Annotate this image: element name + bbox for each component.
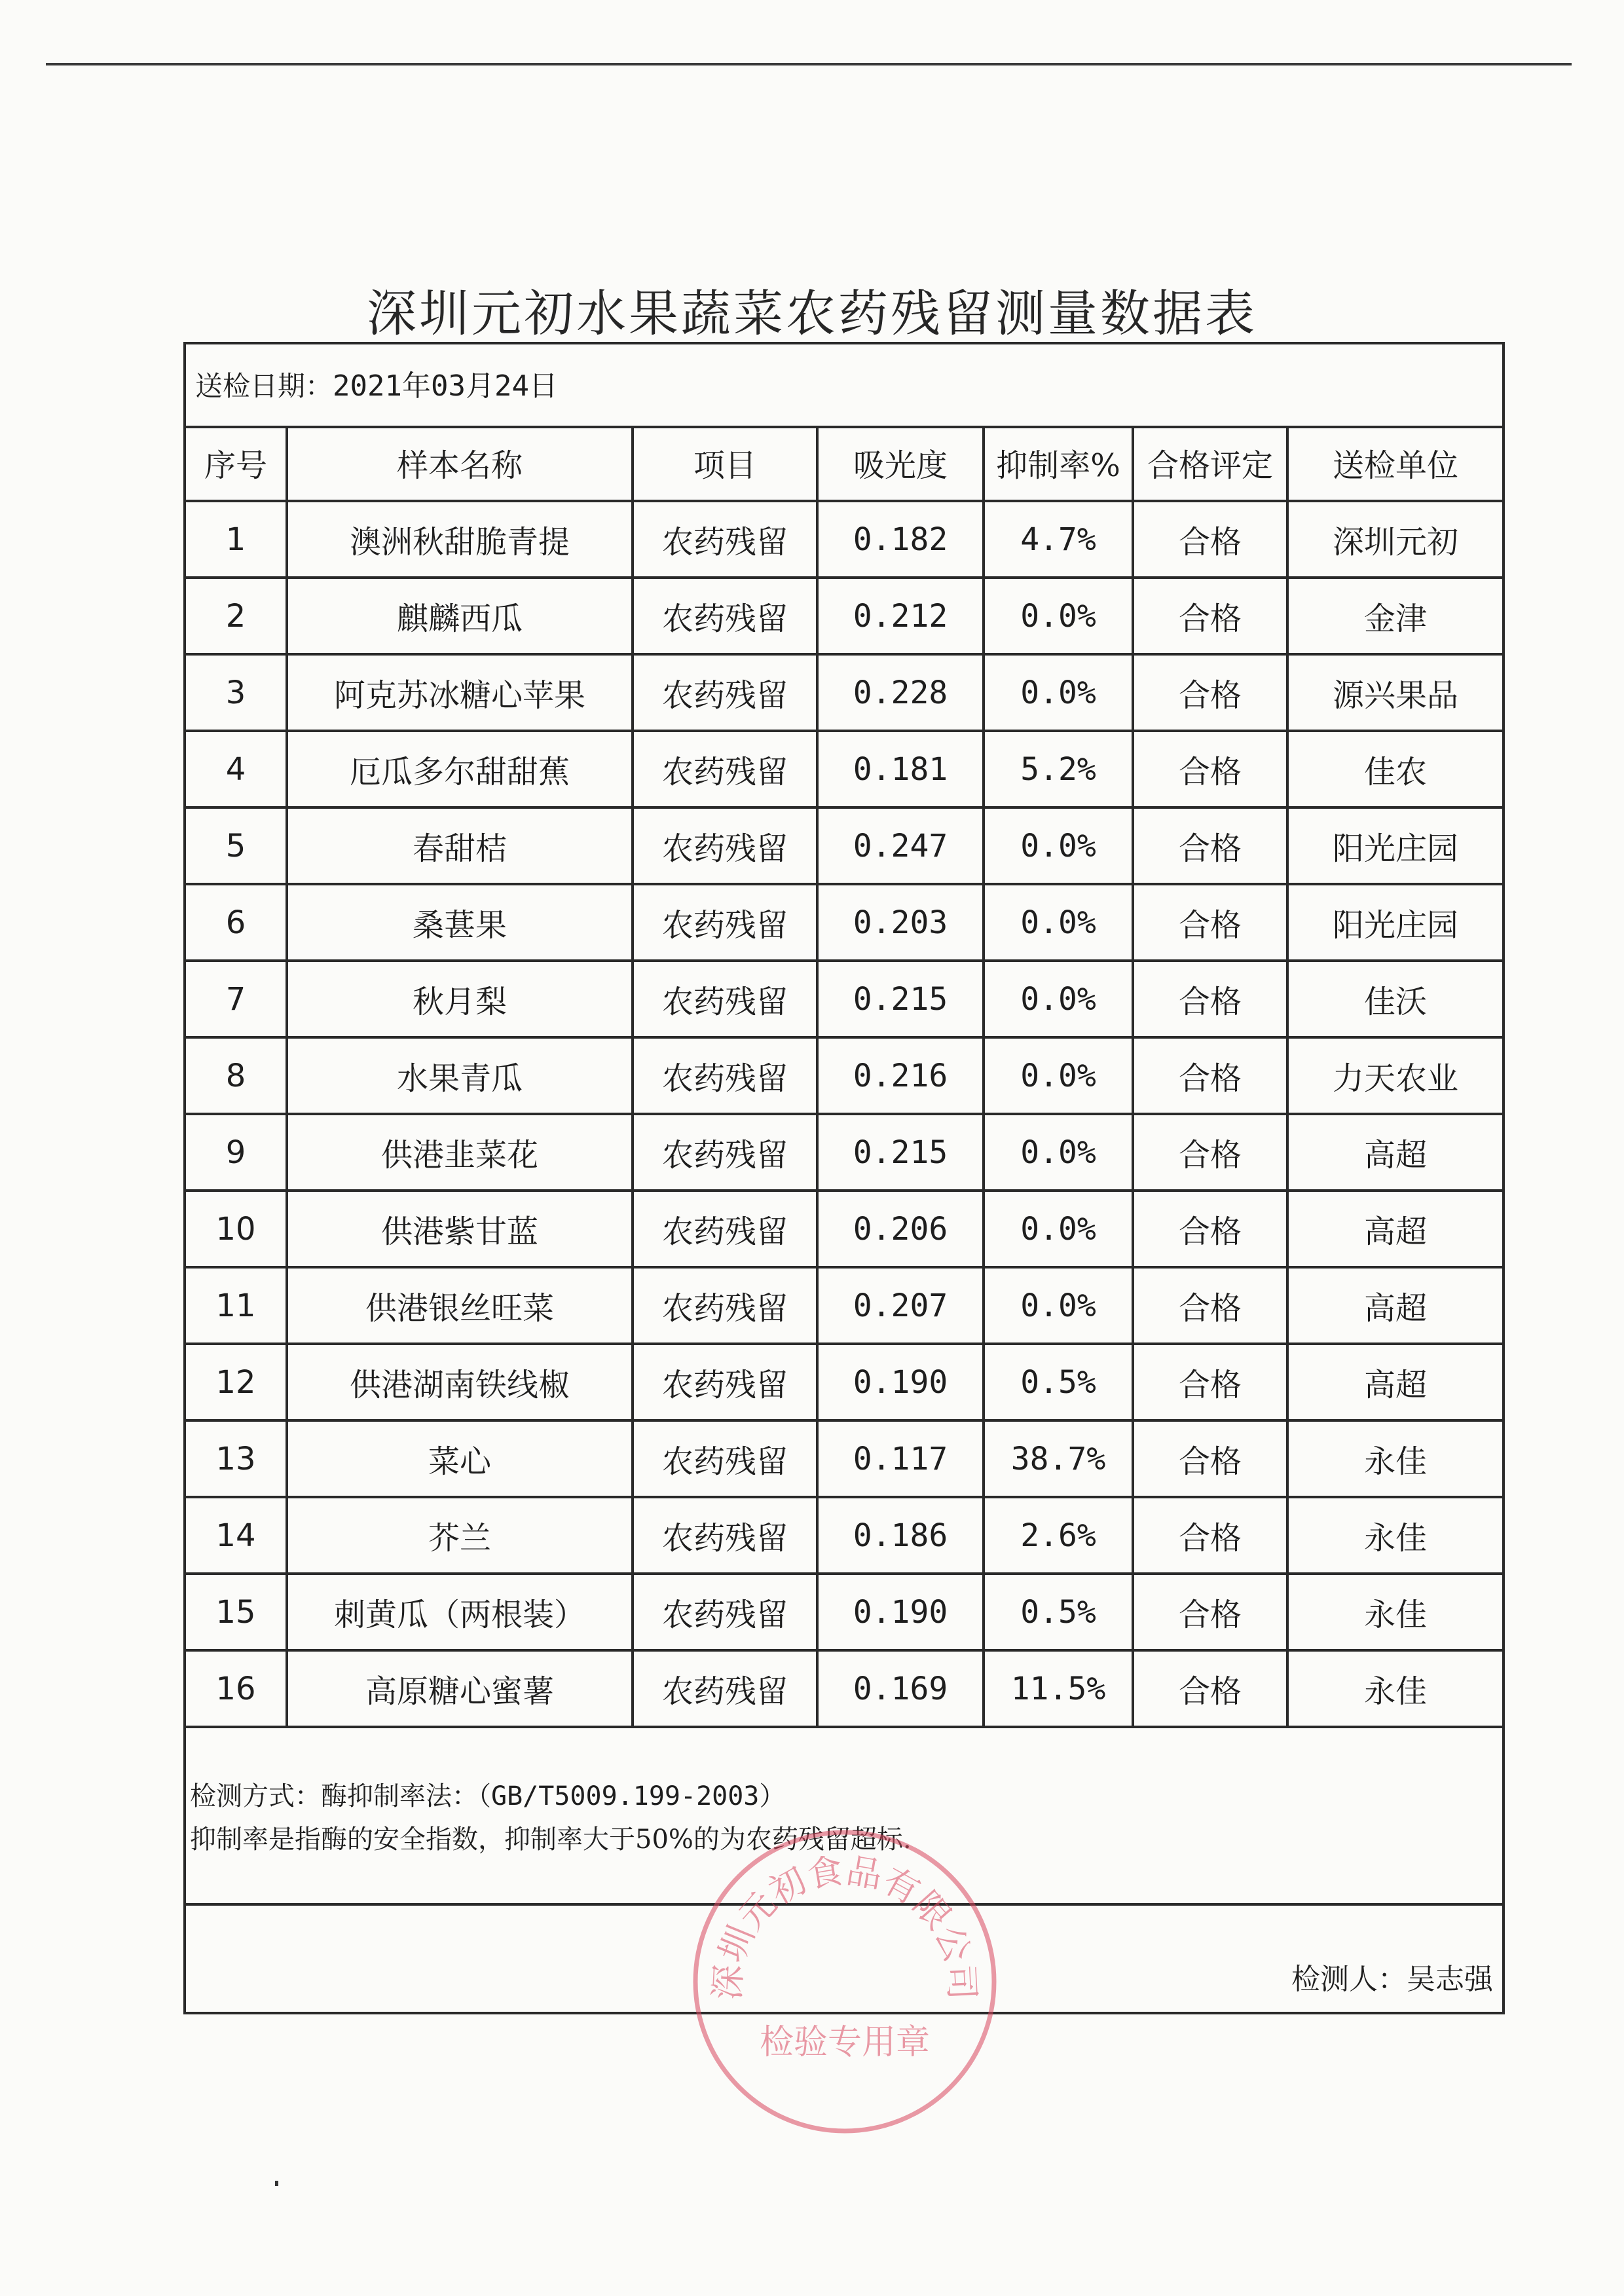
cell-sample: 春甜桔: [287, 807, 633, 884]
table-row: [186, 654, 1502, 731]
submission-date-row: [186, 344, 1502, 428]
table-row: [186, 578, 1502, 654]
cell-absorbance: 0.203: [817, 884, 984, 961]
cell-inhibition: 0.0%: [984, 578, 1133, 654]
cell-item: 农药残留: [633, 501, 817, 578]
cell-result: 合格: [1133, 961, 1287, 1037]
cell-sample: 供港湖南铁线椒: [287, 1344, 633, 1420]
cell-index: 13: [186, 1420, 287, 1497]
cell-item: 农药残留: [633, 1114, 817, 1191]
data-sheet: [183, 342, 1505, 2014]
cell-result: 合格: [1133, 807, 1287, 884]
header-item: 项目: [633, 426, 817, 501]
cell-item: 农药残留: [633, 1420, 817, 1497]
cell-sample: 供港紫甘蓝: [287, 1191, 633, 1267]
cell-index: 8: [186, 1037, 287, 1114]
cell-sample: 桑葚果: [287, 884, 633, 961]
cell-absorbance: 0.190: [817, 1344, 984, 1420]
top-rule: [46, 63, 1572, 65]
cell-result: 合格: [1133, 1650, 1287, 1727]
cell-absorbance: 0.190: [817, 1574, 984, 1650]
cell-absorbance: 0.207: [817, 1267, 984, 1344]
cell-unit: 阳光庄园: [1287, 807, 1502, 884]
cell-index: 11: [186, 1267, 287, 1344]
cell-index: 10: [186, 1191, 287, 1267]
cell-result: 合格: [1133, 884, 1287, 961]
cell-unit: 高超: [1287, 1344, 1502, 1420]
cell-inhibition: 0.0%: [984, 1114, 1133, 1191]
table-row: [186, 807, 1502, 884]
cell-result: 合格: [1133, 1574, 1287, 1650]
cell-unit: 力天农业: [1287, 1037, 1502, 1114]
cell-unit: 佳沃: [1287, 961, 1502, 1037]
cell-unit: 深圳元初: [1287, 501, 1502, 578]
cell-unit: 源兴果品: [1287, 654, 1502, 731]
table-body: [186, 501, 1502, 1727]
header-inhibition: 抑制率%: [984, 426, 1133, 501]
cell-unit: 永佳: [1287, 1650, 1502, 1727]
cell-index: 2: [186, 578, 287, 654]
cell-index: 6: [186, 884, 287, 961]
cell-unit: 高超: [1287, 1114, 1502, 1191]
cell-inhibition: 0.0%: [984, 884, 1133, 961]
cell-absorbance: 0.247: [817, 807, 984, 884]
cell-sample: 阿克苏冰糖心苹果: [287, 654, 633, 731]
cell-item: 农药残留: [633, 654, 817, 731]
cell-sample: 菜心: [287, 1420, 633, 1497]
cell-item: 农药残留: [633, 884, 817, 961]
cell-inhibition: 4.7%: [984, 501, 1133, 578]
method-standard: （GB/T5009.199-2003）: [478, 1781, 786, 1811]
cell-absorbance: 0.228: [817, 654, 984, 731]
cell-index: 12: [186, 1344, 287, 1420]
date-value: 2021年03月24日: [333, 369, 558, 403]
cell-inhibition: 0.0%: [984, 1191, 1133, 1267]
cell-unit: 永佳: [1287, 1574, 1502, 1650]
cell-absorbance: 0.186: [817, 1497, 984, 1574]
cell-index: 7: [186, 961, 287, 1037]
cell-result: 合格: [1133, 1497, 1287, 1574]
table-row: [186, 1267, 1502, 1344]
cell-item: 农药残留: [633, 1574, 817, 1650]
page-title: 深圳元初水果蔬菜农药残留测量数据表: [367, 284, 1257, 343]
cell-index: 3: [186, 654, 287, 731]
table-row: [186, 884, 1502, 961]
cell-inhibition: 0.0%: [984, 961, 1133, 1037]
cell-unit: 高超: [1287, 1267, 1502, 1344]
cell-inhibition: 0.0%: [984, 1037, 1133, 1114]
cell-result: 合格: [1133, 501, 1287, 578]
cell-item: 农药残留: [633, 961, 817, 1037]
cell-absorbance: 0.212: [817, 578, 984, 654]
table-row: [186, 1114, 1502, 1191]
table-row: [186, 501, 1502, 578]
table-row: [186, 1497, 1502, 1574]
cell-absorbance: 0.216: [817, 1037, 984, 1114]
cell-absorbance: 0.215: [817, 961, 984, 1037]
table-header-row: [186, 426, 1502, 501]
cell-unit: 金津: [1287, 578, 1502, 654]
cell-index: 1: [186, 501, 287, 578]
cell-result: 合格: [1133, 1037, 1287, 1114]
table-row: [186, 1037, 1502, 1114]
cell-unit: 佳农: [1287, 731, 1502, 807]
cell-absorbance: 0.169: [817, 1650, 984, 1727]
table-row: [186, 961, 1502, 1037]
results-table: [186, 426, 1502, 1728]
cell-absorbance: 0.206: [817, 1191, 984, 1267]
cell-result: 合格: [1133, 1420, 1287, 1497]
table-row: [186, 1191, 1502, 1267]
header-index: 序号: [186, 426, 287, 501]
table-row: [186, 1574, 1502, 1650]
table-row: [186, 1650, 1502, 1727]
cell-sample: 芥兰: [287, 1497, 633, 1574]
cell-inhibition: 0.0%: [984, 654, 1133, 731]
header-result: 合格评定: [1133, 426, 1287, 501]
cell-item: 农药残留: [633, 1037, 817, 1114]
cell-item: 农药残留: [633, 578, 817, 654]
cell-unit: 阳光庄园: [1287, 884, 1502, 961]
cell-index: 9: [186, 1114, 287, 1191]
cell-sample: 秋月梨: [287, 961, 633, 1037]
cell-item: 农药残留: [633, 1497, 817, 1574]
cell-inhibition: 38.7%: [984, 1420, 1133, 1497]
cell-item: 农药残留: [633, 1267, 817, 1344]
cell-inhibition: 2.6%: [984, 1497, 1133, 1574]
inspector-signature: 检测人：吴志强: [1291, 1963, 1493, 1996]
cell-result: 合格: [1133, 578, 1287, 654]
cell-absorbance: 0.182: [817, 501, 984, 578]
header-unit: 送检单位: [1287, 426, 1502, 501]
table-row: [186, 731, 1502, 807]
cell-index: 14: [186, 1497, 287, 1574]
stray-mark: [275, 2181, 278, 2186]
seal-outer-text: 深圳元初食品有限公司: [706, 1849, 984, 2001]
cell-index: 5: [186, 807, 287, 884]
cell-result: 合格: [1133, 1344, 1287, 1420]
cell-inhibition: 0.5%: [984, 1344, 1133, 1420]
cell-inhibition: 5.2%: [984, 731, 1133, 807]
cell-unit: 高超: [1287, 1191, 1502, 1267]
cell-item: 农药残留: [633, 1650, 817, 1727]
cell-result: 合格: [1133, 1191, 1287, 1267]
method-label: 检测方式：酶抑制率法：: [190, 1781, 478, 1811]
cell-sample: 刺黄瓜（两根装）: [287, 1574, 633, 1650]
cell-sample: 麒麟西瓜: [287, 578, 633, 654]
note-text: 抑制率是指酶的安全指数，抑制率大于50%的为农药残留超标.: [190, 1824, 912, 1855]
cell-sample: 水果青瓜: [287, 1037, 633, 1114]
cell-result: 合格: [1133, 1267, 1287, 1344]
cell-item: 农药残留: [633, 731, 817, 807]
cell-sample: 供港银丝旺菜: [287, 1267, 633, 1344]
table-row: [186, 1420, 1502, 1497]
cell-absorbance: 0.117: [817, 1420, 984, 1497]
cell-absorbance: 0.215: [817, 1114, 984, 1191]
cell-sample: 澳洲秋甜脆青提: [287, 501, 633, 578]
cell-index: 16: [186, 1650, 287, 1727]
header-sample: 样本名称: [287, 426, 633, 501]
table-row: [186, 1344, 1502, 1420]
cell-sample: 高原糖心蜜薯: [287, 1650, 633, 1727]
header-absorbance: 吸光度: [817, 426, 984, 501]
cell-sample: 厄瓜多尔甜甜蕉: [287, 731, 633, 807]
cell-result: 合格: [1133, 654, 1287, 731]
cell-inhibition: 0.0%: [984, 807, 1133, 884]
cell-item: 农药残留: [633, 1344, 817, 1420]
cell-item: 农药残留: [633, 807, 817, 884]
cell-index: 15: [186, 1574, 287, 1650]
cell-unit: 永佳: [1287, 1497, 1502, 1574]
cell-inhibition: 0.5%: [984, 1574, 1133, 1650]
cell-result: 合格: [1133, 731, 1287, 807]
cell-result: 合格: [1133, 1114, 1287, 1191]
seal-inner-text: 检验专用章: [759, 2023, 931, 2062]
method-note: [186, 1762, 1502, 1906]
cell-index: 4: [186, 731, 287, 807]
cell-unit: 永佳: [1287, 1420, 1502, 1497]
date-label: 送检日期：: [195, 370, 333, 402]
cell-inhibition: 11.5%: [984, 1650, 1133, 1727]
cell-absorbance: 0.181: [817, 731, 984, 807]
cell-inhibition: 0.0%: [984, 1267, 1133, 1344]
cell-item: 农药残留: [633, 1191, 817, 1267]
cell-sample: 供港韭菜花: [287, 1114, 633, 1191]
